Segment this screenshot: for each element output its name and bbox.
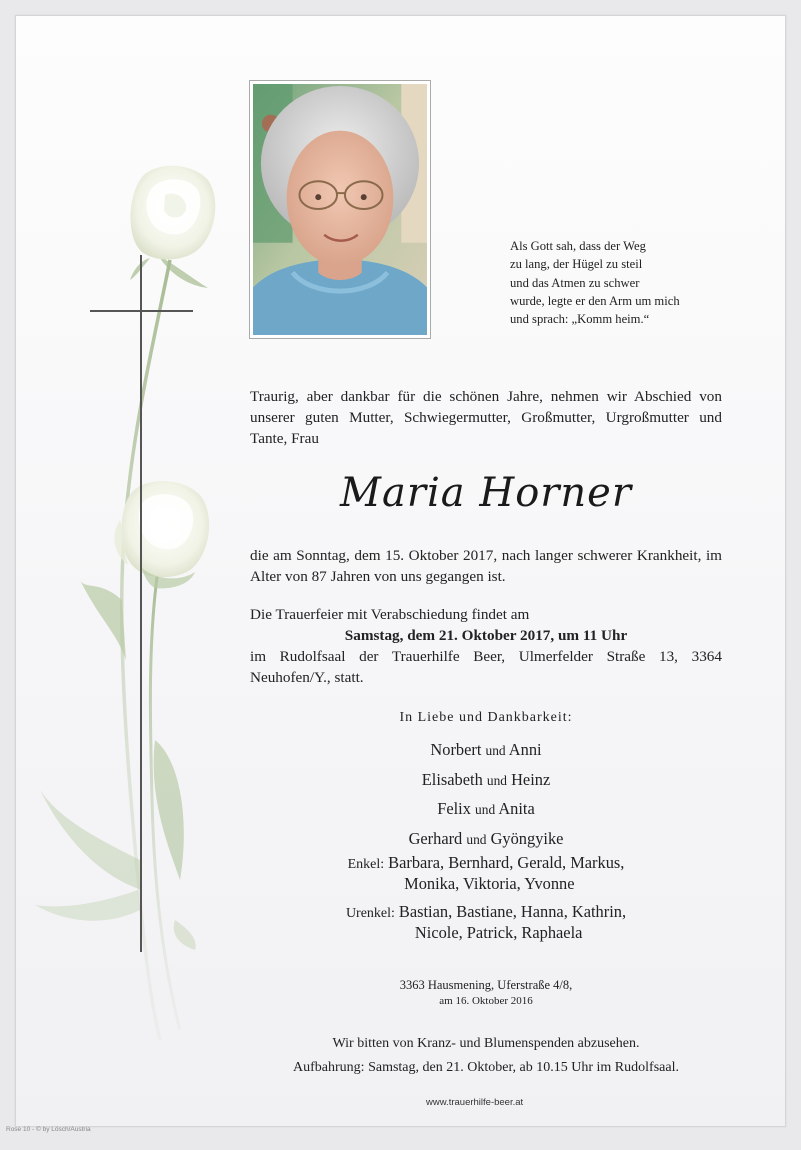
partner-name: Heinz [511, 769, 551, 789]
names-line: Bastian, Bastiane, Hanna, Kathrin, [398, 902, 627, 921]
portrait-image [253, 84, 427, 335]
funeral-date: Samstag, dem 21. Oktober 2017, um 11 Uhr [344, 627, 628, 644]
great-grandchildren-group [250, 901, 722, 943]
family-couple [250, 795, 722, 825]
connector: und [485, 743, 506, 758]
deceased-name: Maria Horner [340, 470, 632, 516]
family-couple [250, 766, 722, 796]
child-name: Felix [437, 799, 471, 819]
requests-block [250, 1032, 722, 1080]
image-credit: Rose 10 - © by Lösch/Austria [6, 1126, 91, 1133]
names-line: Nicole, Patrick, Raphaela [414, 923, 583, 942]
child-name: Norbert [430, 740, 482, 759]
partner-name: Gyöngyike [490, 829, 564, 849]
poem-line: Als Gott sah, dass der Weg [510, 239, 646, 253]
great-grandchildren-label: Urenkel: [345, 906, 395, 921]
grandchildren-section [250, 852, 722, 950]
address-date: am 16. Oktober 2016 [439, 995, 533, 1007]
family-couple [250, 736, 722, 766]
great-grandchildren-names [399, 901, 626, 943]
white-rose-illustration [30, 160, 230, 1040]
address-block [250, 977, 722, 1009]
death-notice: die am Sonntag, dem 15. Oktober 2017, nach langer schwerer Krankheit, im Alter von 87 Jahren von uns gegangen ist. [250, 547, 722, 585]
children-list [250, 736, 722, 855]
names-line: Barbara, Bernhard, Gerald, Markus, [388, 853, 625, 872]
partner-name: Anita [498, 799, 535, 819]
poem-line: und sprach: „Komm heim.“ [510, 312, 650, 327]
names-line: Monika, Viktoria, Yvonne [404, 874, 575, 893]
poem-line: wurde, legte er den Arm um mich [510, 293, 680, 308]
mourners-heading: In Liebe und Dankbarkeit: [399, 710, 573, 725]
website-text: www.trauerhilfe-beer.at [426, 1097, 524, 1108]
poem-line: und das Atmen zu schwer [510, 275, 640, 290]
address-line: 3363 Hausmening, Uferstraße 4/8, [399, 978, 573, 992]
family-couple [250, 825, 722, 855]
partner-name: Anni [508, 740, 542, 759]
cross-vertical-bar [140, 255, 142, 952]
funeral-place: im Rudolfsaal der Trauerhilfe Beer, Ulmerfelder Straße 13, 3364 Neuhofen/Y., statt. [250, 648, 722, 686]
flower-request: Wir bitten von Kranz- und Blumenspenden abzusehen. [332, 1036, 640, 1051]
cross-horizontal-bar [90, 310, 193, 312]
grandchildren-label: Enkel: [347, 857, 385, 872]
viewing-info: Aufbahrung: Samstag, den 21. Oktober, ab 10.15 Uhr im Rudolfsaal. [293, 1060, 679, 1075]
child-name: Elisabeth [421, 769, 483, 789]
portrait-photo [249, 80, 431, 339]
child-name: Gerhard [408, 829, 463, 849]
funeral-info [250, 604, 722, 688]
poem [510, 237, 740, 328]
grandchildren-group [250, 852, 722, 894]
funeral-intro: Die Trauerfeier mit Verabschiedung findet am [250, 606, 530, 623]
connector: und [466, 832, 487, 848]
connector: und [475, 802, 496, 818]
grandchildren-names [388, 852, 624, 894]
connector: und [486, 772, 507, 788]
poem-line: zu lang, der Hügel zu steil [510, 257, 643, 272]
intro-text: Traurig, aber dankbar für die schönen Jahre, nehmen wir Abschied von unserer guten Mutter, Schwiegermutter, Großmutter, Urgroßmutter und Tante, Frau [250, 388, 722, 447]
